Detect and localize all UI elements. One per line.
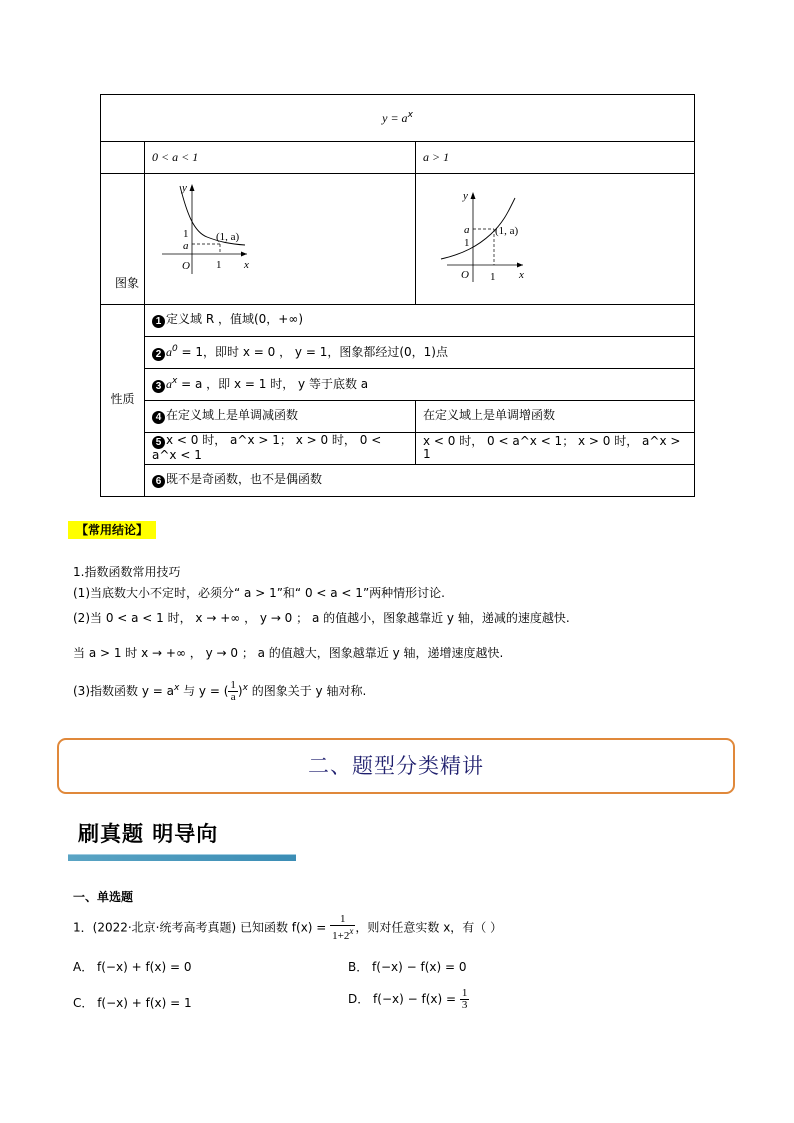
option-d-fraction: $\frac{1}{3}$ [461, 987, 468, 1011]
property-4-right: 在定义域上是单调增函数 [416, 400, 695, 432]
graph-label-cell: 图象 [101, 174, 145, 305]
y-axis-label: y [463, 190, 468, 202]
one-x-label: 1 [216, 259, 222, 271]
point-label: (1, a) [216, 231, 240, 243]
section-banner: 二、题型分类精讲 [57, 738, 735, 794]
x-axis-label: x [244, 259, 249, 271]
table-header: $y = a^x$ [101, 95, 695, 142]
x-axis-label: x [519, 269, 524, 281]
props-label-cell: 性质 [101, 304, 145, 496]
property-5-right: x < 0 时， 0 < a^x < 1； x > 0 时， a^x > 1 [416, 432, 695, 464]
question-fraction: $\frac{1}{1+2^x}$ [332, 913, 354, 942]
decreasing-curve-graph [152, 174, 423, 300]
conclusion-line-5: (3)指数函数 $y = a^x$ 与 y = ( $\frac{1}{a}$ )$^x$ 的图象关于 y 轴对称. [73, 679, 367, 703]
option-b[interactable]: B． f(−x) − f(x) = 0 [348, 960, 467, 974]
property-3: 3 $a^x = a$ ，即 x = 1 时， y 等于底数 a [145, 368, 695, 400]
conclusion-line-3: (2)当 0 < a < 1 时， x → +∞ ， y → 0 ； a 的值越小，图象越靠近 y 轴，递减的速度越快. [73, 611, 570, 625]
property-1: 1 定义域 R ，值域(0，+∞) [145, 304, 695, 336]
origin-label: O [461, 269, 469, 281]
conclusion-line-1: 1.指数函数常用技巧 [73, 565, 181, 579]
one-y-label: 1 [464, 237, 470, 249]
origin-label: O [182, 260, 190, 272]
section-title: 一、单选题 [73, 890, 134, 904]
fraction: $\frac{1}{a}$ [230, 679, 236, 703]
property-4-left: 4 在定义域上是单调减函数 [145, 400, 416, 432]
option-c[interactable]: C． f(−x) + f(x) = 1 [73, 996, 192, 1010]
subheading: 刷真题 明导向 [78, 822, 219, 846]
graph-decreasing [145, 174, 416, 305]
exponential-function-table [100, 94, 695, 497]
one-x-label: 1 [490, 271, 496, 283]
question-1: 1．(2022·北京·统考高考真题) 已知函数 f(x) = $\frac{1}{1+2^x}$ ，则对任意实数 x，有（ ） [73, 913, 503, 942]
option-a[interactable]: A． f(−x) + f(x) = 0 [73, 960, 192, 974]
property-6: 6 既不是奇函数，也不是偶函数 [145, 464, 695, 496]
increasing-curve-graph [423, 174, 702, 300]
one-y-label: 1 [183, 228, 189, 240]
a-y-label: a [464, 224, 470, 236]
a-y-label: a [183, 240, 189, 252]
conclusion-line-2: (1)当底数大小不定时，必须分“ a > 1”和“ 0 < a < 1”两种情形讨论. [73, 586, 445, 600]
subheading-underline [68, 854, 296, 861]
empty-cell [101, 142, 145, 174]
case-small: 0 < a < 1 [145, 142, 416, 174]
point-label: (1, a) [495, 225, 519, 237]
property-5-left: 5 x < 0 时， a^x > 1； x > 0 时， 0 < a^x < 1 [145, 432, 416, 464]
property-2: 2 $a^0 = 1$，即时 x = 0 ， y = 1，图象都经过(0，1)点 [145, 336, 695, 368]
case-large: a > 1 [416, 142, 695, 174]
graph-increasing [416, 174, 695, 305]
conclusion-line-4: 当 a > 1 时 x → +∞ ， y → 0 ； a 的值越大，图象越靠近 y 轴，递增速度越快. [73, 646, 504, 660]
y-axis-label: y [182, 182, 187, 194]
conclusion-tag: 【常用结论】 [68, 521, 156, 539]
option-d[interactable]: D． f(−x) − f(x) = $\frac{1}{3}$ [348, 987, 468, 1011]
